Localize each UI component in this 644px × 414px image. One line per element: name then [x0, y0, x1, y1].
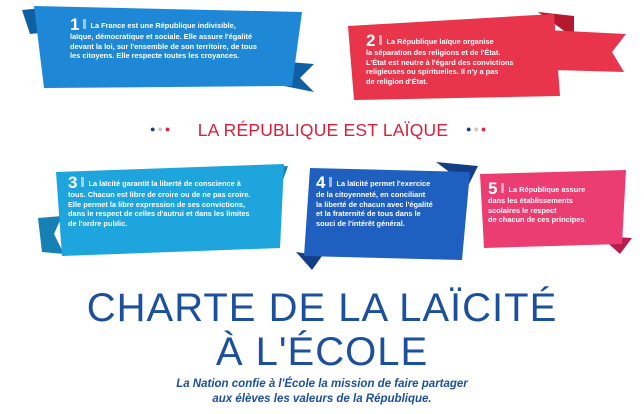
article-1-line-3: devant la loi, sur l'ensemble de son territoire, de tous [70, 41, 257, 51]
article-5-line-1: La République assure [508, 185, 586, 194]
article-4-text [316, 173, 468, 228]
article-3-line-4: dans le respect de celles d'autrui et dans les limites [68, 209, 250, 219]
tricolor-dots-right: ●●● [466, 124, 489, 134]
tagline [0, 377, 644, 407]
article-5-line-3: scolaires le respect [488, 205, 557, 215]
article-2-number: 2 [366, 31, 376, 50]
article-3-line-5: de l'ordre public. [68, 218, 128, 228]
main-title-line-1: CHARTE DE LA LAÏCITÉ [86, 286, 558, 330]
article-1-number: 1 [70, 15, 80, 34]
article-1-text [70, 15, 290, 61]
article-4-line-4: et la fraternité de tous dans le [316, 209, 421, 219]
article-4-line-2: de la citoyenneté, en conciliant [316, 190, 426, 199]
article-4-number: 4 [316, 173, 326, 192]
separator-bar [81, 177, 84, 187]
article-4-line-1: La laïcité permet l'exercice [336, 179, 431, 188]
tricolor-dots-left: ●●● [150, 124, 173, 134]
article-2-line-3: L'État est neutre à l'égard des convictions [366, 57, 514, 67]
article-2-line-4: religieuses ou spirituelles. Il n'y a pas [366, 67, 499, 77]
tagline-line-1: La Nation confie à l'École la mission de faire partager [176, 378, 468, 390]
section-subtitle: LA RÉPUBLIQUE EST LAÏQUE [197, 120, 449, 140]
separator-bar [501, 183, 504, 193]
article-5-line-4: de chacun de ces principes. [488, 215, 587, 225]
article-3-ribbon [38, 164, 288, 264]
article-1-line-1: La France est une République indivisible, [90, 21, 236, 30]
article-5-ribbon [480, 168, 632, 256]
article-3-line-2: tous. Chacun est libre de croire ou de ne pas croire. [68, 190, 251, 199]
article-2-ribbon [348, 8, 626, 106]
article-3-line-3: Elle permet la libre expression de ses convictions, [68, 199, 246, 209]
article-2-text [366, 31, 548, 86]
article-4-line-5: souci de l'intérêt général. [316, 218, 405, 228]
article-3-text [68, 173, 282, 228]
separator-bar [379, 35, 382, 45]
article-3-number: 3 [68, 173, 78, 192]
article-5-number: 5 [488, 179, 498, 198]
article-1-ribbon [22, 4, 314, 96]
article-2-line-1: La République laïque organise [386, 37, 494, 46]
article-2-line-5: de religion d'État. [366, 76, 428, 86]
article-1-line-4: les citoyens. Elle respecte toutes les croyances. [70, 51, 240, 61]
article-1-line-2: laïque, démocratique et sociale. Elle assure l'égalité [70, 32, 253, 41]
separator-bar [329, 177, 332, 187]
main-title-line-2: À L'ÉCOLE [215, 330, 429, 374]
separator-bar [83, 19, 86, 29]
article-5-text [488, 179, 624, 225]
article-4-ribbon [296, 162, 478, 270]
article-3-line-1: La laïcité garantit la liberté de conscience à [88, 179, 241, 188]
article-5-line-2: dans les établissements [488, 196, 574, 205]
tagline-line-2: aux élèves les valeurs de la République. [212, 393, 432, 405]
article-4-line-3: la liberté de chacun avec l'égalité [316, 199, 433, 209]
article-2-line-2: la séparation des religions et de l'État. [366, 48, 501, 57]
